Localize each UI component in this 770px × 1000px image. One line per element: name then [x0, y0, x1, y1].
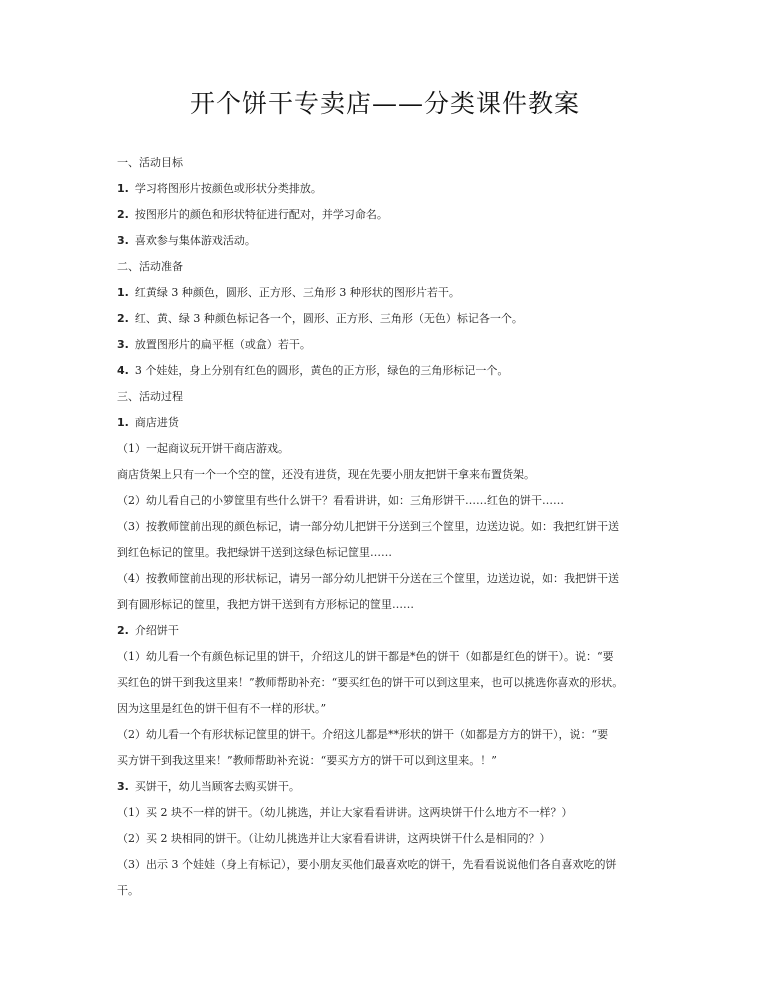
paragraph-line	[117, 228, 657, 254]
document-title: 开个饼干专卖店——分类课件教案	[189, 89, 580, 118]
paragraph-line	[117, 826, 657, 852]
line-text: （4）按教师筐前出现的形状标记，请另一部分幼儿把饼干分送在三个筐里，边送边说，如：我把饼干送	[117, 572, 619, 585]
line-text: 喜欢参与集体游戏活动。	[134, 234, 256, 247]
line-text: 到有圆形标记的筐里，我把方饼干送到有方形标记的筐里……	[117, 598, 414, 611]
list-number: 3.	[117, 338, 129, 351]
line-text: 3 个娃娃，身上分别有红色的圆形，黄色的正方形，绿色的三角形标记一个。	[134, 364, 509, 377]
list-number: 2.	[117, 312, 129, 325]
line-text: 二、活动准备	[117, 260, 183, 273]
line-text: （2）幼儿看一个有形状标记筐里的饼干。介绍这儿都是**形状的饼干（如都是方方的饼干），说：“要	[117, 728, 609, 741]
line-text: 红黄绿 3 种颜色，圆形、正方形、三角形 3 种形状的图形片若干。	[134, 286, 460, 299]
line-text: 商店进货	[134, 416, 179, 429]
line-text: （2）幼儿看自己的小箩筐里有些什么饼干？看看讲讲，如：三角形饼干……红色的饼干……	[117, 494, 564, 507]
paragraph-line	[117, 800, 657, 826]
paragraph-line	[117, 410, 657, 436]
paragraph-line	[117, 150, 657, 176]
list-number: 4.	[117, 364, 129, 377]
line-text: 一、活动目标	[117, 156, 183, 169]
paragraph-line	[117, 566, 657, 592]
paragraph-line	[117, 488, 657, 514]
paragraph-line	[117, 436, 657, 462]
line-text: 放置图形片的扁平框（或盒）若干。	[134, 338, 311, 351]
line-text: 买红色的饼干到我这里来！”教师帮助补充：“要买红色的饼干可以到这里来，也可以挑选你喜欢的形状。	[117, 676, 624, 689]
list-number: 2.	[117, 624, 129, 637]
document-body	[117, 150, 657, 904]
paragraph-line	[117, 748, 657, 774]
line-text: 按图形片的颜色和形状特征进行配对，并学习命名。	[134, 208, 388, 221]
paragraph-line	[117, 774, 657, 800]
list-number: 3.	[117, 234, 129, 247]
line-text: 三、活动过程	[117, 390, 183, 403]
paragraph-line	[117, 722, 657, 748]
line-text: 商店货架上只有一个一个空的筐，还没有进货，现在先要小朋友把饼干拿来布置货架。	[117, 468, 535, 481]
list-number: 3.	[117, 780, 129, 793]
line-text: （1）买 2 块不一样的饼干。（幼儿挑选，并让大家看看讲讲。这两块饼干什么地方不一样？）	[117, 806, 573, 819]
paragraph-line	[117, 696, 657, 722]
line-text: 介绍饼干	[134, 624, 179, 637]
paragraph-line	[117, 254, 657, 280]
paragraph-line	[117, 644, 657, 670]
paragraph-line	[117, 384, 657, 410]
paragraph-line	[117, 462, 657, 488]
line-text: 到红色标记的筐里。我把绿饼干送到这绿色标记筐里……	[117, 546, 392, 559]
line-text: 因为这里是红色的饼干但有不一样的形状。”	[117, 702, 327, 715]
paragraph-line	[117, 852, 657, 878]
line-text: 买饼干，幼儿当顾客去购买饼干。	[134, 780, 300, 793]
paragraph-line	[117, 280, 657, 306]
line-text: 买方饼干到我这里来！”教师帮助补充说：“要买方方的饼干可以到这里来。！”	[117, 754, 497, 767]
line-text: （3）按教师筐前出现的颜色标记，请一部分幼儿把饼干分送到三个筐里，边送边说。如：我把红饼干送	[117, 520, 619, 533]
line-text: 干。	[117, 884, 139, 897]
list-number: 1.	[117, 286, 129, 299]
list-number: 1.	[117, 416, 129, 429]
line-text: （1）一起商议玩开饼干商店游戏。	[117, 442, 289, 455]
paragraph-line	[117, 670, 657, 696]
line-text: （2）买 2 块相同的饼干。（让幼儿挑选并让大家看看讲讲，这两块饼干什么是相同的？）	[117, 832, 551, 845]
paragraph-line	[117, 358, 657, 384]
line-text: 学习将图形片按颜色或形状分类排放。	[134, 182, 322, 195]
line-text: 红、黄、绿 3 种颜色标记各一个，圆形、正方形、三角形（无色）标记各一个。	[134, 312, 523, 325]
paragraph-line	[117, 332, 657, 358]
paragraph-line	[117, 202, 657, 228]
paragraph-line	[117, 592, 657, 618]
paragraph-line	[117, 306, 657, 332]
paragraph-line	[117, 540, 657, 566]
paragraph-line	[117, 176, 657, 202]
paragraph-line	[117, 878, 657, 904]
list-number: 1.	[117, 182, 129, 195]
line-text: （1）幼儿看一个有颜色标记里的饼干，介绍这儿的饼干都是*色的饼干（如都是红色的饼干）。说：“要	[117, 650, 614, 663]
paragraph-line	[117, 618, 657, 644]
list-number: 2.	[117, 208, 129, 221]
line-text: （3）出示 3 个娃娃（身上有标记），要小朋友买他们最喜欢吃的饼干，先看看说说他们各自喜欢吃的饼	[117, 858, 617, 871]
paragraph-line	[117, 514, 657, 540]
